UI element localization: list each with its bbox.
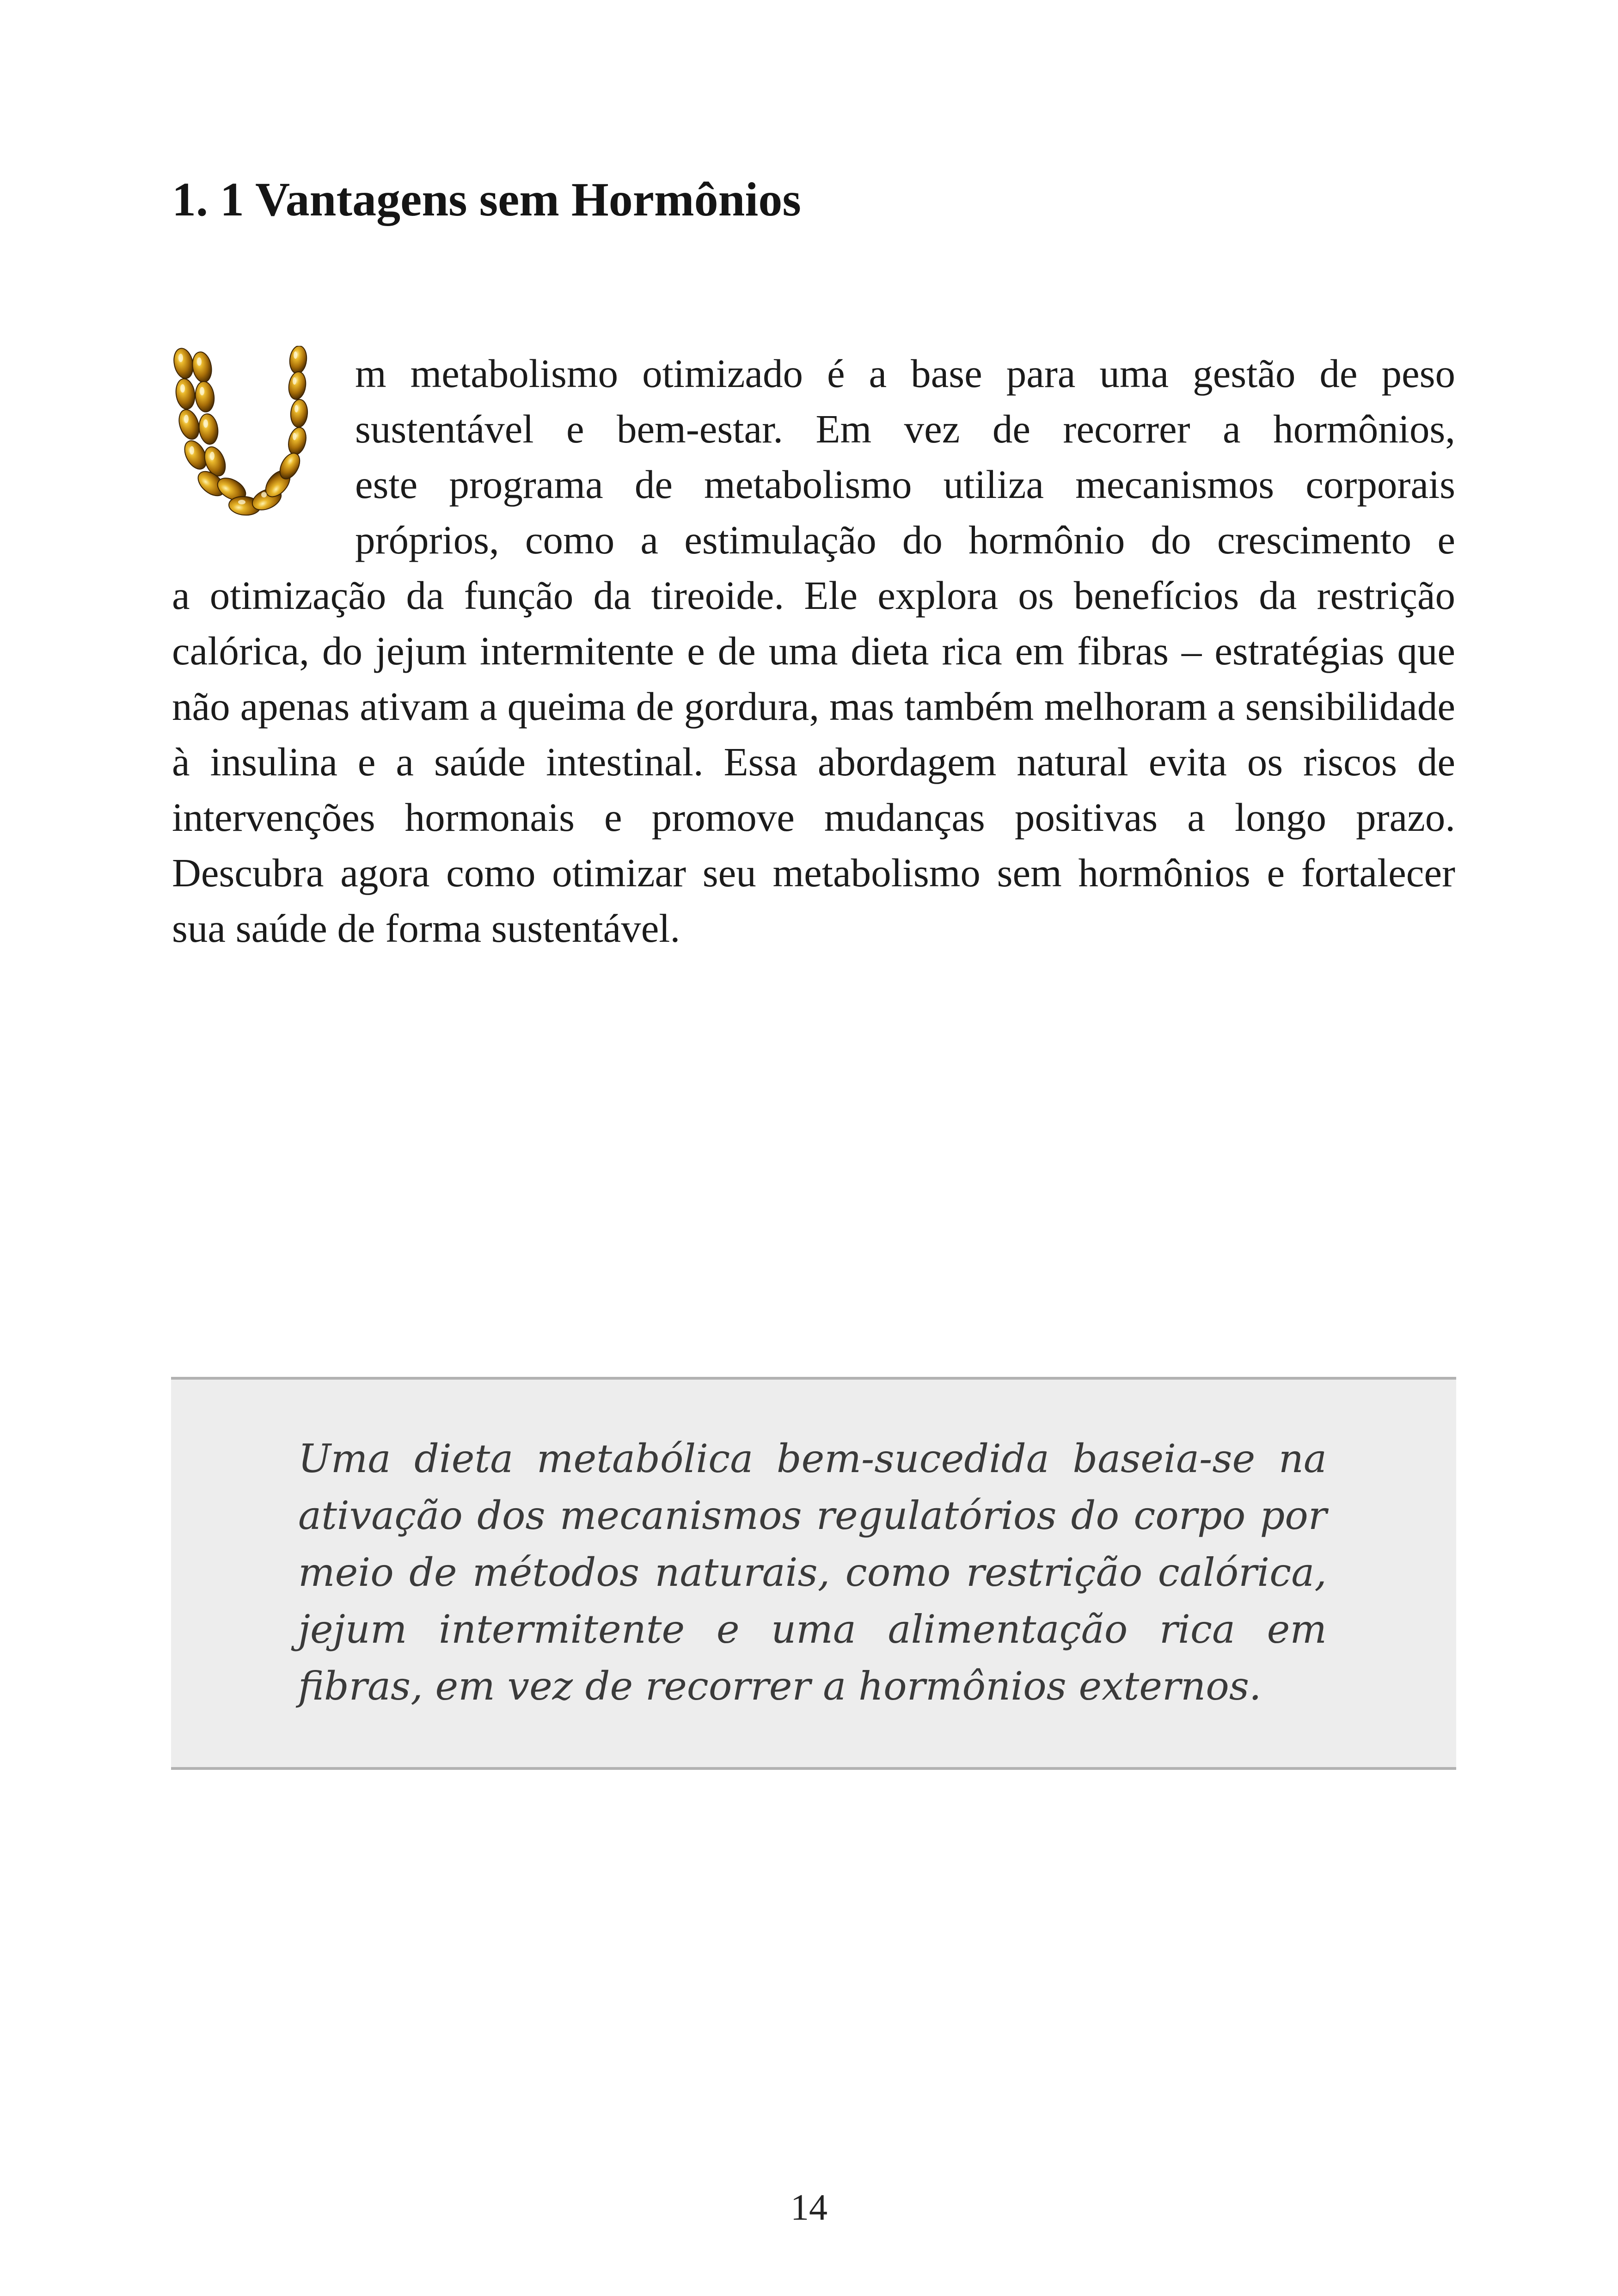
paragraph-word: bem-estar.: [617, 406, 783, 451]
paragraph-word: este: [355, 462, 418, 507]
paragraph-line-3: [355, 457, 1455, 512]
paragraph-word: Em: [815, 406, 872, 451]
paragraph-word: de: [1319, 351, 1358, 396]
paragraph-word: gestão: [1193, 351, 1296, 396]
paragraph-line-1: [355, 346, 1455, 401]
callout-box: [171, 1377, 1456, 1770]
paragraph-word: metabolismo: [410, 351, 619, 396]
paragraph-word: estimulação: [684, 517, 876, 562]
paragraph-word: programa: [449, 462, 603, 507]
paragraph-word: m: [355, 351, 386, 396]
section-heading: 1. 1 Vantagens sem Hormônios: [172, 173, 801, 226]
paragraph-word: é: [827, 351, 845, 396]
paragraph-word: sustentável: [355, 406, 534, 451]
paragraph-word: hormônio: [968, 517, 1125, 562]
paragraph-word: vez: [904, 406, 960, 451]
paragraph-word: base: [911, 351, 982, 396]
paragraph-word: recorrer: [1063, 406, 1190, 451]
paragraph-line-4: [355, 512, 1455, 568]
paragraph-word: corporais: [1305, 462, 1455, 507]
paragraph-word: crescimento: [1217, 517, 1412, 562]
paragraph-word: a: [1223, 406, 1241, 451]
paragraph-word: uma: [1099, 351, 1169, 396]
paragraph-word: otimizado: [642, 351, 803, 396]
paragraph-word: de: [634, 462, 673, 507]
paragraph-word: peso: [1381, 351, 1455, 396]
paragraph-word: metabolismo: [704, 462, 912, 507]
paragraph-word: hormônios,: [1273, 406, 1455, 451]
callout-quote: Uma dieta metabólica bem-sucedida baseia-se na ativação dos mecanismos regulatórios do corpo por meio de métodos naturais, como restrição calórica, jejum intermitente e uma alimentação rica em fibras, em vez de recorrer a hormônios externos.: [298, 1436, 1327, 1709]
paragraph-word: e: [1437, 517, 1455, 562]
paragraph-word: e: [566, 406, 584, 451]
paragraph-word: do: [902, 517, 943, 562]
paragraph-word: para: [1006, 351, 1076, 396]
paragraph-word: como: [525, 517, 615, 562]
paragraph-word: do: [1151, 517, 1191, 562]
paragraph-word: próprios,: [355, 517, 499, 562]
paragraph-word: utiliza: [943, 462, 1044, 507]
paragraph-word: a: [869, 351, 887, 396]
paragraph-line-2: [355, 401, 1455, 457]
drop-cap-capsule-u-icon: [169, 346, 328, 568]
paragraph-word: a: [640, 517, 659, 562]
body-paragraph: a otimização da função da tireoide. Ele explora os benefícios da restrição calórica, do jejum intermitente e de uma dieta rica em fibras – estratégias que não apenas ativam a queima de gordura, mas também melhoram a sensibilidade à insulina e a saúde intestinal. Essa abordagem natural evita os riscos de intervenções hormonais e promove mudanças positivas a longo prazo. Descubra agora como otimizar seu metabolismo sem hormônios e fortalecer sua saúde de forma sustentável.: [172, 573, 1455, 951]
paragraph-word: mecanismos: [1075, 462, 1275, 507]
page-number: 14: [791, 2187, 827, 2228]
paragraph-word: de: [992, 406, 1030, 451]
